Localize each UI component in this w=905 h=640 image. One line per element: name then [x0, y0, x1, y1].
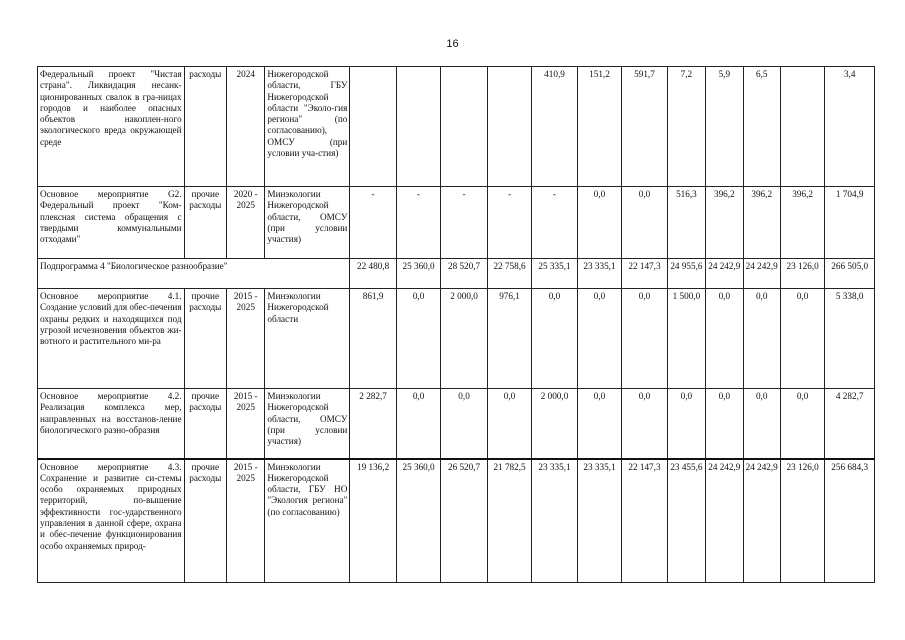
value-cell: -	[532, 187, 577, 259]
period: 2015 - 2025	[227, 459, 265, 583]
value-cell: 0,0	[577, 187, 621, 259]
measure-name: Основное мероприятие 4.1. Создание условий для обес-печения охраны редких и находящихся под угрозой исчезновения объектов жи-вотного и растительного ми-ра	[38, 289, 185, 389]
value-cell: 21 782,5	[487, 459, 531, 583]
value-cell: 0,0	[622, 389, 667, 459]
value-cell: 2 000,0	[441, 289, 488, 389]
value-cell: 396,2	[743, 187, 780, 259]
value-cell: 22 758,6	[487, 259, 531, 289]
value-cell: 23 335,1	[577, 259, 621, 289]
value-cell: 861,9	[350, 289, 397, 389]
expense-type: прочие расходы	[184, 459, 226, 583]
value-cell: 0,0	[780, 289, 824, 389]
value-cell: 0,0	[743, 389, 780, 459]
value-cell: 25 360,0	[396, 259, 440, 289]
responsible-executor: Минэкологии Нижегородской области	[265, 289, 350, 389]
table-row	[38, 187, 875, 259]
measure-name: Основное мероприятие 4.3. Сохранение и развитие си-стемы особо охраняемых природных территорий, по-вышение эффективности гос-ударственного управления в данной сфере, охрана и обес-печение функционирования особо охраняемых природ-	[38, 459, 185, 583]
period: 2015 - 2025	[227, 389, 265, 459]
value-cell: 19 136,2	[350, 459, 397, 583]
total-cell: 1 704,9	[825, 187, 875, 259]
value-cell: 25 360,0	[396, 459, 440, 583]
total-cell: 3,4	[825, 67, 875, 187]
value-cell	[396, 67, 440, 187]
value-cell: -	[487, 187, 531, 259]
value-cell: 0,0	[667, 389, 705, 459]
value-cell: -	[350, 187, 397, 259]
value-cell: 23 335,1	[532, 459, 577, 583]
measure-name: Федеральный проект "Чистая страна". Ликвидация несанк-ционированных свалок в гра-ницах городов и наиболее опасных объектов накоплен-ного экологического вреда окружающей среде	[38, 67, 185, 187]
value-cell: 28 520,7	[441, 259, 488, 289]
value-cell: 0,0	[532, 289, 577, 389]
value-cell: 0,0	[577, 289, 621, 389]
total-cell: 266 505,0	[825, 259, 875, 289]
value-cell: 25 335,1	[532, 259, 577, 289]
expense-type: расходы	[184, 67, 226, 187]
value-cell: 22 480,8	[350, 259, 397, 289]
expense-type: прочие расходы	[184, 187, 226, 259]
value-cell: 0,0	[622, 289, 667, 389]
value-cell: 0,0	[743, 289, 780, 389]
value-cell: 151,2	[577, 67, 621, 187]
value-cell	[487, 67, 531, 187]
value-cell: 396,2	[706, 187, 743, 259]
total-cell: 5 338,0	[825, 289, 875, 389]
value-cell: 23 335,1	[577, 459, 621, 583]
subprogram-row	[38, 259, 875, 289]
value-cell: 0,0	[396, 389, 440, 459]
table-row	[38, 459, 875, 583]
value-cell: 0,0	[577, 389, 621, 459]
value-cell: 591,7	[622, 67, 667, 187]
responsible-executor: Минэкологии Нижегородской области, ГБУ НО "Экология региона" (по согласованию)	[265, 459, 350, 583]
value-cell: 23 126,0	[780, 259, 824, 289]
page-number: 16	[446, 38, 459, 50]
value-cell: 2 282,7	[350, 389, 397, 459]
responsible-executor: Нижегородской области, ГБУ Нижегородской области "Эколо-гия региона" (по согласованию), ОМСУ (при условии уча-стия)	[265, 67, 350, 187]
budget-table	[37, 66, 875, 583]
value-cell: 410,9	[532, 67, 577, 187]
value-cell: 24 242,9	[706, 259, 743, 289]
value-cell: 976,1	[487, 289, 531, 389]
period: 2024	[227, 67, 265, 187]
subprogram-title: Подпрограмма 4 "Биологическое разнообразие"	[38, 259, 350, 289]
value-cell: 26 520,7	[441, 459, 488, 583]
value-cell: 24 242,9	[743, 459, 780, 583]
total-cell: 256 684,3	[825, 459, 875, 583]
value-cell: 1 500,0	[667, 289, 705, 389]
period: 2015 - 2025	[227, 289, 265, 389]
value-cell: -	[396, 187, 440, 259]
value-cell	[350, 67, 397, 187]
measure-name: Основное мероприятие 4.2. Реализация комплекса мер, направленных на восстанов-ление биологического разно-образия	[38, 389, 185, 459]
value-cell	[441, 67, 488, 187]
period: 2020 - 2025	[227, 187, 265, 259]
value-cell: 24 955,6	[667, 259, 705, 289]
total-cell: 4 282,7	[825, 389, 875, 459]
value-cell: 396,2	[780, 187, 824, 259]
value-cell: 23 455,6	[667, 459, 705, 583]
table-row	[38, 389, 875, 459]
value-cell: 0,0	[780, 389, 824, 459]
expense-type: прочие расходы	[184, 389, 226, 459]
table-row	[38, 67, 875, 187]
value-cell: 0,0	[706, 289, 743, 389]
value-cell: 0,0	[396, 289, 440, 389]
responsible-executor: Минэкологии Нижегородской области, ОМСУ (при условии участия)	[265, 187, 350, 259]
value-cell: 0,0	[622, 187, 667, 259]
expense-type: прочие расходы	[184, 289, 226, 389]
value-cell: 23 126,0	[780, 459, 824, 583]
responsible-executor: Минэкологии Нижегородской области, ОМСУ (при условии участия)	[265, 389, 350, 459]
value-cell: 0,0	[441, 389, 488, 459]
value-cell: 0,0	[706, 389, 743, 459]
value-cell: 2 000,0	[532, 389, 577, 459]
value-cell	[780, 67, 824, 187]
value-cell: 516,3	[667, 187, 705, 259]
value-cell: 22 147,3	[622, 459, 667, 583]
value-cell: 6,5	[743, 67, 780, 187]
measure-name: Основное мероприятие G2. Федеральный проект "Ком-плексная система обращения с твердыми коммунальными отходами"	[38, 187, 185, 259]
value-cell: 7,2	[667, 67, 705, 187]
table-row	[38, 289, 875, 389]
value-cell: 24 242,9	[706, 459, 743, 583]
value-cell: 5,9	[706, 67, 743, 187]
value-cell: 22 147,3	[622, 259, 667, 289]
value-cell: -	[441, 187, 488, 259]
value-cell: 24 242,9	[743, 259, 780, 289]
value-cell: 0,0	[487, 389, 531, 459]
